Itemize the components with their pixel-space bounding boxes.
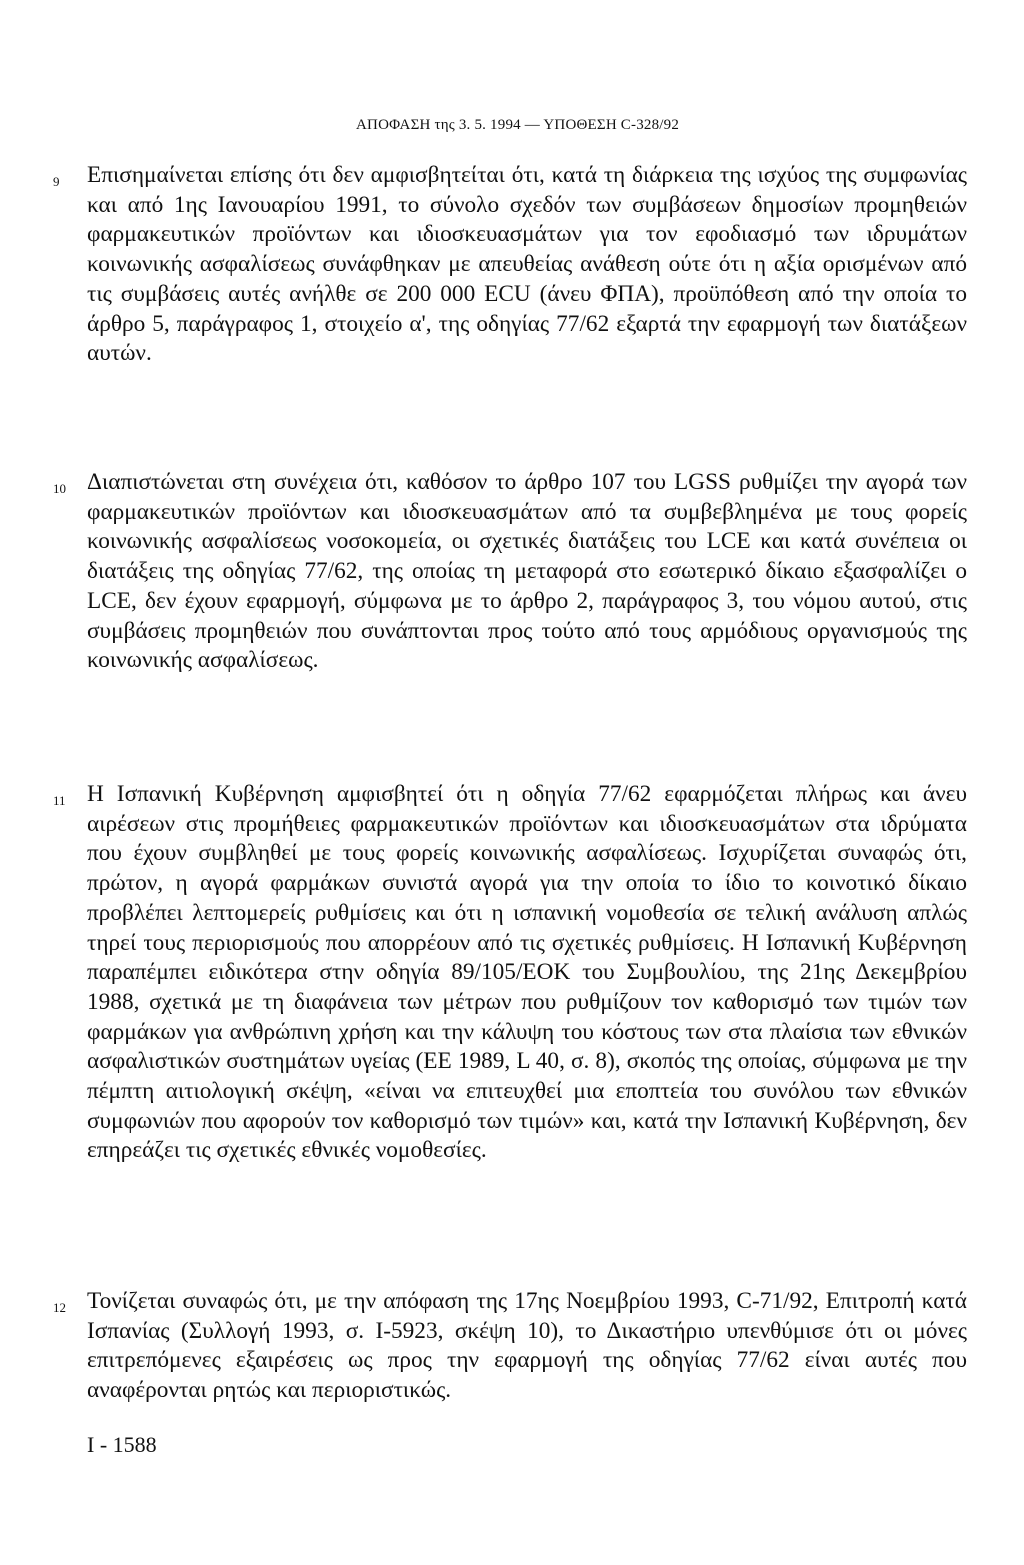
running-header: ΑΠΟΦΑΣΗ της 3. 5. 1994 — ΥΠΟΘΕΣΗ C-328/92	[356, 117, 680, 133]
paragraph-12	[53, 1287, 967, 1406]
page-number: I - 1588	[87, 1432, 157, 1457]
paragraph-number: 9	[53, 174, 60, 189]
paragraph-9	[53, 161, 967, 369]
paragraph-number: 11	[53, 793, 66, 808]
paragraph-text: Διαπιστώνεται στη συνέχεια ότι, καθόσον το άρθρο 107 του LGSS ρυθμίζει την αγορά των φαρμακευτικών προϊόντων και ιδιοσκευασμάτων από τα συμβεβλημένα με τους φορείς κοινωνικής ασφαλίσεως νοσοκομεία, οι σχετικές διατάξεις του LCE και κατά συνέπεια οι διατάξεις της οδηγίας 77/62, της οποίας τη μεταφορά στο εσωτερικό δίκαιο εξασφαλίζει ο LCE, δεν έχουν εφαρμογή, σύμφωνα με το άρθρο 2, παράγραφος 3, του νόμου αυτού, στις συμβάσεις προμηθειών που συνάπτονται προς τούτο από τους αρμόδιους οργανισμούς της κοινωνικής ασφαλίσεως.	[87, 469, 967, 674]
paragraph-11	[53, 780, 967, 1166]
paragraph-number: 12	[53, 1300, 66, 1315]
paragraph-10	[53, 468, 967, 676]
paragraph-number: 10	[53, 481, 66, 496]
paragraph-text: Η Ισπανική Κυβέρνηση αμφισβητεί ότι η οδηγία 77/62 εφαρμόζεται πλήρως και άνευ αιρέσεων στις προμήθειες φαρμακευτικών προϊόντων και ιδιοσκευασμάτων στα ιδρύματα που έχουν συμβληθεί με τους φορείς κοινωνικής ασφαλίσεως. Ισχυρίζεται συναφώς ότι, πρώτον, η αγορά φαρμάκων συνιστά αγορά για την οποία το ίδιο το κοινοτικό δίκαιο προβλέπει λεπτομερείς ρυθμίσεις και ότι η ισπανική νομοθεσία σε τελική ανάλυση απλώς τηρεί τους περιορισμούς που απορρέουν από τις σχετικές ρυθμίσεις. Η Ισπανική Κυβέρνηση παραπέμπει ειδικότερα στην οδηγία 89/105/ΕΟΚ του Συμβουλίου, της 21ης Δεκεμβρίου 1988, σχετικά με τη διαφάνεια των μέτρων που ρυθμίζουν τον καθορισμό των τιμών των φαρμάκων για ανθρώπινη χρήση και την κάλυψη του κόστους των στα πλαίσια των εθνικών ασφαλιστικών συστημάτων υγείας (ΕΕ 1989, L 40, σ. 8), σκοπός της οποίας, σύμφωνα με την πέμπτη αιτιολογική σκέψη, «είναι να επιτευχθεί μια εποπτεία του συνόλου των εθνικών συμφωνιών που αφορούν τον καθορισμό των τιμών» και, κατά την Ισπανική Κυβέρνηση, δεν επηρεάζει τις σχετικές εθνικές νομοθεσίες.	[87, 781, 967, 1164]
paragraph-text: Επισημαίνεται επίσης ότι δεν αμφισβητείται ότι, κατά τη διάρκεια της ισχύος της συμφωνίας και από 1ης Ιανουαρίου 1991, το σύνολο σχεδόν των συμβάσεων δημοσίων προμηθειών φαρμακευτικών προϊόντων και ιδιοσκευασμάτων για τον εφοδιασμό των ιδρυμάτων κοινωνικής ασφαλίσεως συνάφθηκαν με απευθείας ανάθεση ούτε ότι η αξία ορισμένων από τις συμβάσεις αυτές ανήλθε σε 200 000 ECU (άνευ ΦΠΑ), προϋπόθεση από την οποία το άρθρο 5, παράγραφος 1, στοιχείο α', της οδηγίας 77/62 εξαρτά την εφαρμογή των διατάξεων αυτών.	[87, 162, 967, 367]
paragraph-text: Τονίζεται συναφώς ότι, με την απόφαση της 17ης Νοεμβρίου 1993, C-71/92, Επιτροπή κατά Ισπανίας (Συλλογή 1993, σ. I-5923, σκέψη 10), το Δικαστήριο υπενθύμισε ότι οι μόνες επιτρεπόμενες εξαιρέσεις ως προς την εφαρμογή της οδηγίας 77/62 είναι αυτές που αναφέρονται ρητώς και περιοριστικώς.	[87, 1288, 967, 1404]
